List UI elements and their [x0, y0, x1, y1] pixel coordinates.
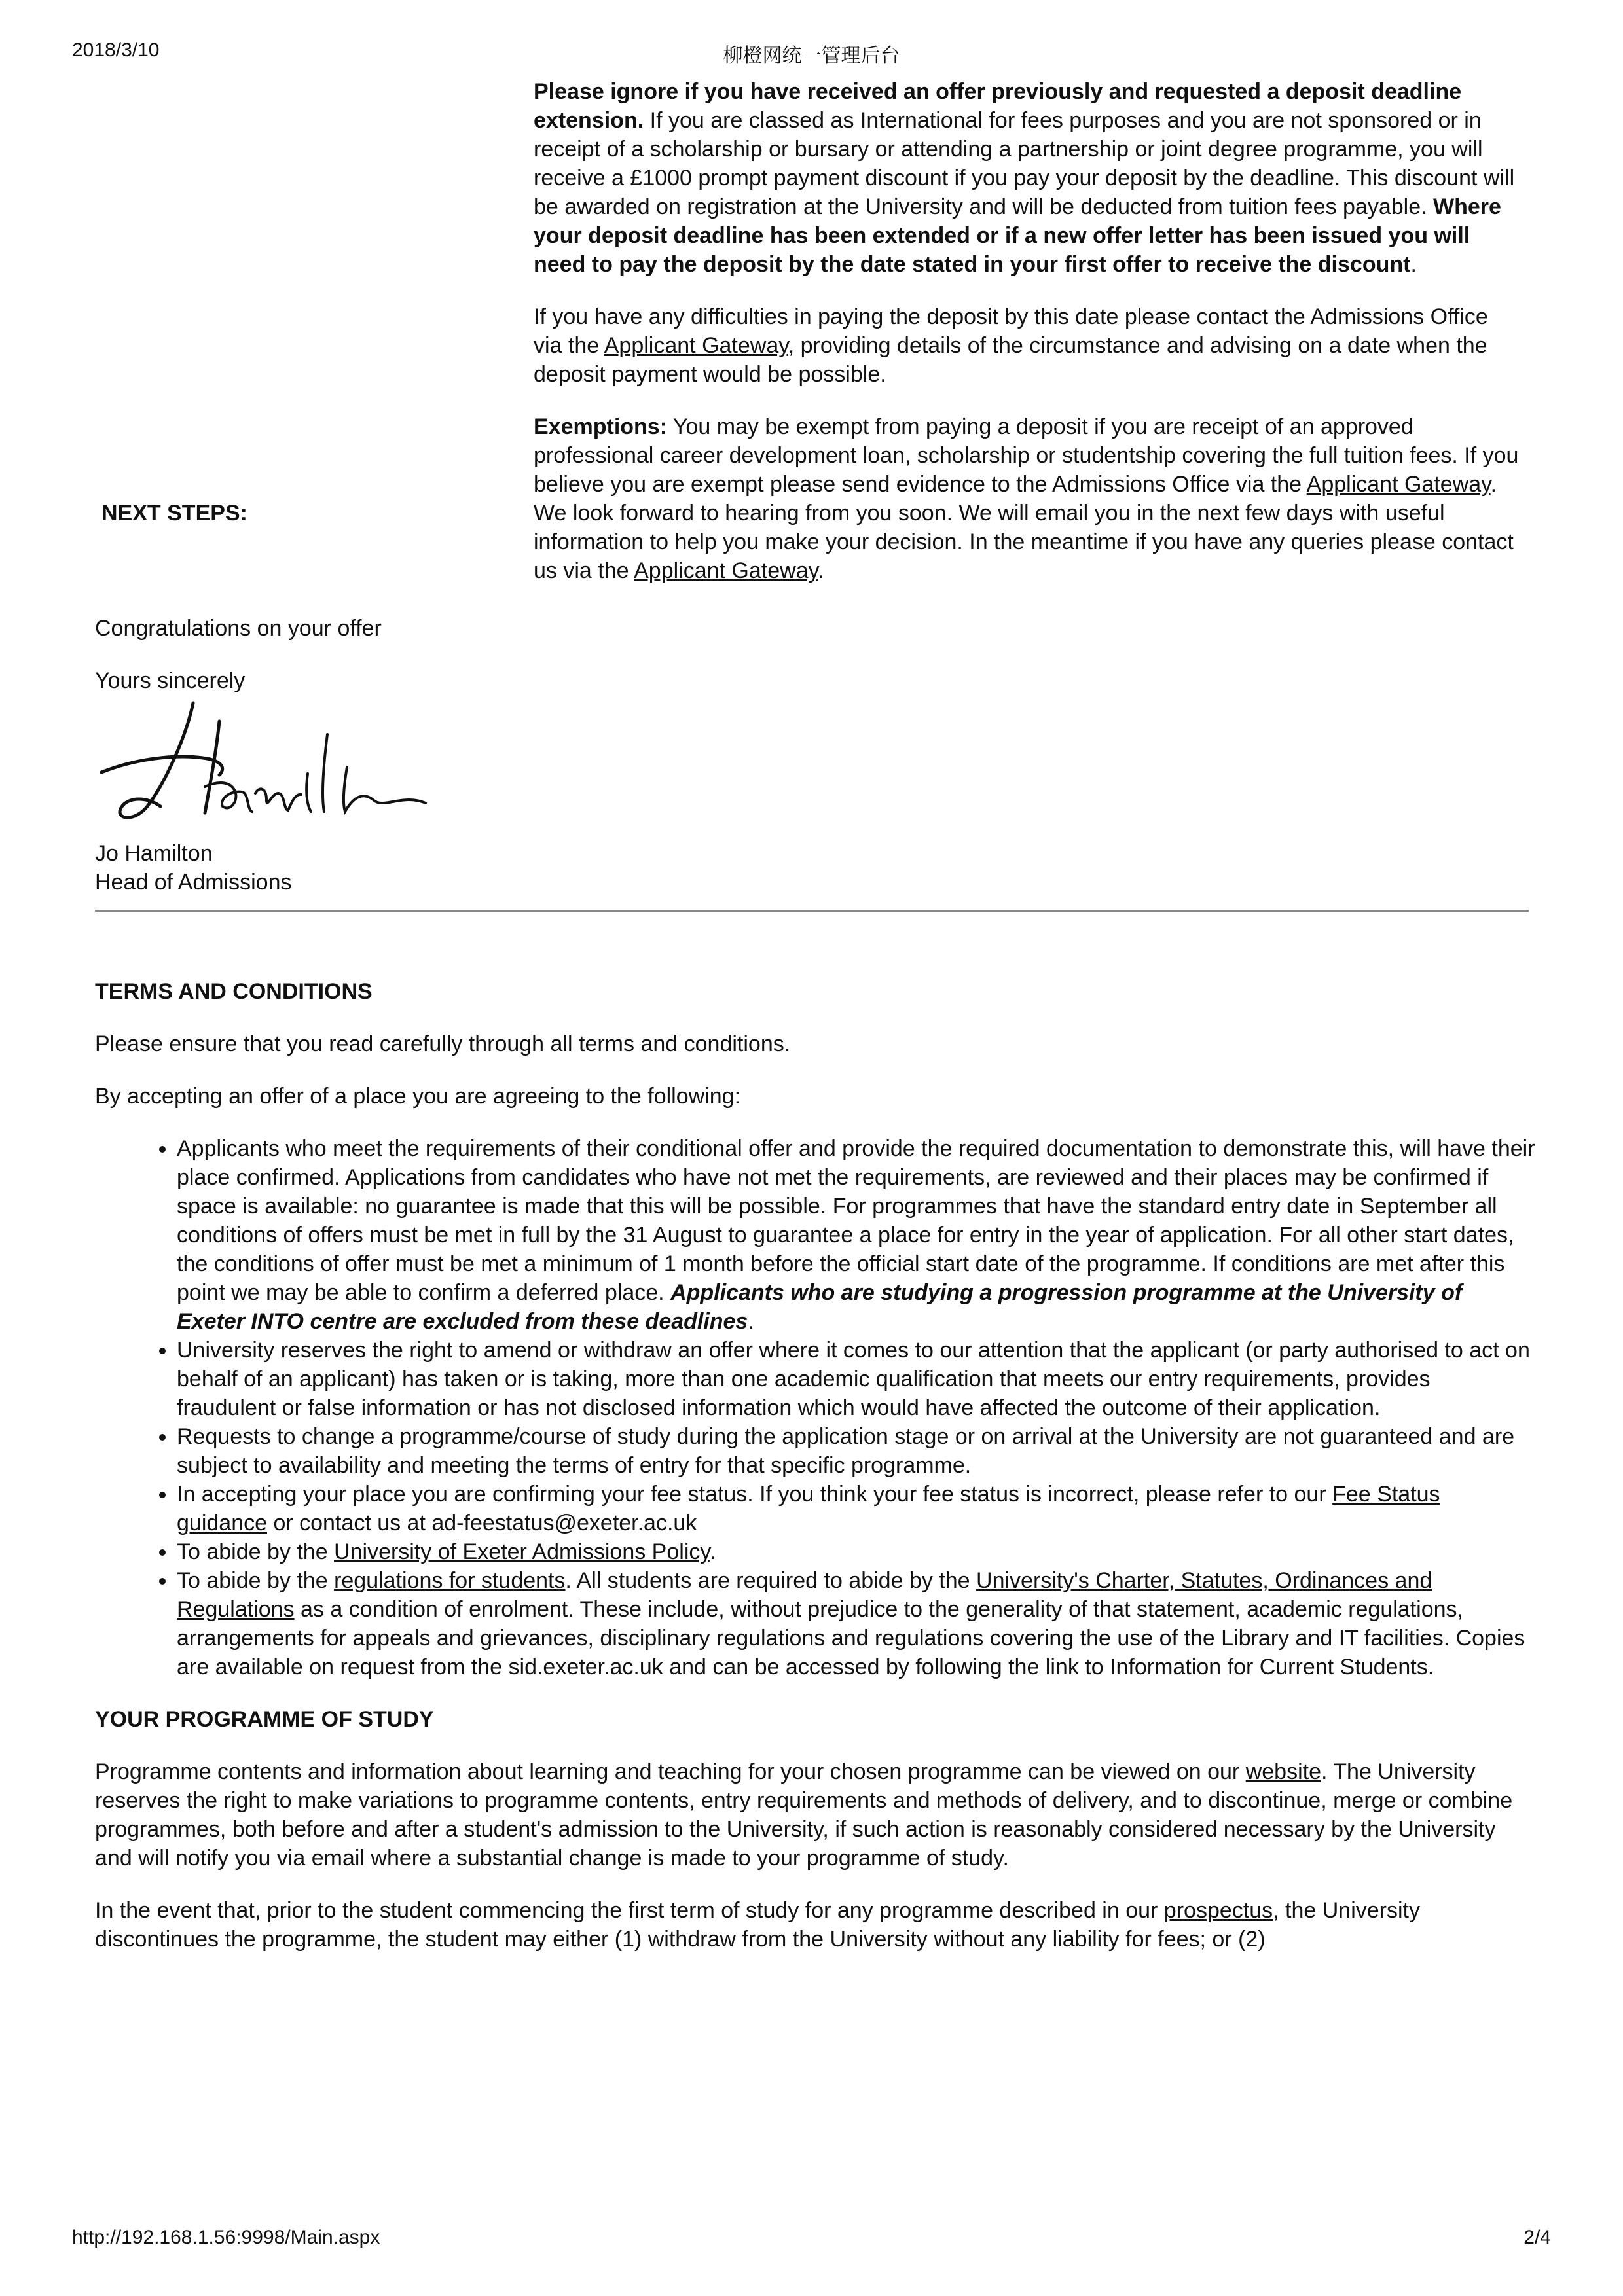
charter-statutes-link[interactable]: University's Charter, Statutes, Ordinances and Regulations: [177, 1568, 1432, 1622]
regulations-link[interactable]: regulations for students: [334, 1568, 566, 1593]
programme-heading: YOUR PROGRAMME OF STUDY: [95, 1707, 434, 1732]
congratulations-text: Congratulations on your offer: [95, 616, 382, 641]
applicant-gateway-link[interactable]: Applicant Gateway: [604, 333, 788, 358]
list-item: • In accepting your place you are confirming your fee status. If you think your fee status is incorrect, please refer to our Fee Status guidance or contact us at ad-feestatus@exeter.ac.uk: [177, 1480, 1535, 1537]
print-page-title: 柳橙网统一管理后台: [723, 45, 900, 67]
deposit-section: [95, 77, 1535, 499]
next-steps-section: [95, 499, 1535, 585]
list-item: • To abide by the regulations for students. All students are required to abide by the University's Charter, Statutes, Ordinances and Regulations as a condition of enrolment. These include, without prejudice to the generality of that statement, academic regulations, arrangements for appeals and grievances, disciplinary regulations and regulations covering the use of the Library and IT facilities. Copies are available on request from the sid.exeter.ac.uk and can be accessed by following the link to Information for Current Students.: [177, 1566, 1535, 1681]
exemptions-paragraph: Exemptions: You may be exempt from paying a deposit if you are receipt of an approved professional career development loan, scholarship or studentship covering the full tuition fees. If you believe you are exempt please send evidence to the Admissions Office via the Applicant Gateway.: [534, 414, 1519, 497]
deposit-first-offer-notice: Where your deposit deadline has been extended or if a new offer letter has been issued you will need to pay the deposit by the date stated in your first offer to receive the discount: [534, 194, 1501, 277]
signatory-role: Head of Admissions: [95, 870, 292, 895]
page-number: 2/4: [1523, 2227, 1551, 2248]
letter-body: [95, 77, 1535, 1954]
deposit-discount-paragraph: Please ignore if you have received an offer previously and requested a deposit deadline extension. If you are classed as International for fees purposes and you are not sponsored or in receipt of a scholarship or bursary or attending a partnership or joint degree programme, you will receive a £1000 prompt payment discount if you pay your deposit by the deadline. This discount will be awarded on registration at the University and will be deducted from tuition fees payable. Where your deposit deadline has been extended or if a new offer letter has been issued you will need to pay the deposit by the date stated in your first offer to receive the discount.: [534, 79, 1515, 277]
programme-paragraph: Programme contents and information about learning and teaching for your chosen programme can be viewed on our website. The University reserves the right to make variations to programme contents, entry requirements and methods of delivery, and to discontinue, merge or combine programmes, both before and after a student's admission to the University, if such action is reasonably considered necessary by the University and will notify you via email where a substantial change is made to your programme of study.: [95, 1759, 1513, 1871]
terms-heading: TERMS AND CONDITIONS: [95, 979, 373, 1004]
admissions-policy-link[interactable]: University of Exeter Admissions Policy: [334, 1539, 710, 1564]
deposit-difficulty-paragraph: If you have any difficulties in paying the deposit by this date please contact the Admissions Office via the Applicant Gateway, providing details of the circumstance and advising on a date when the deposit payment would be possible.: [534, 304, 1488, 387]
list-item: • To abide by the University of Exeter Admissions Policy.: [177, 1537, 1535, 1566]
next-steps-text: We look forward to hearing from you soon. We will email you in the next few days with useful information to help you make your decision. In the meantime if you have any queries please contact us via the Applicant Gateway.: [534, 501, 1514, 583]
terms-list: [95, 1134, 1535, 1681]
section-divider: [95, 910, 1529, 912]
applicant-gateway-link[interactable]: Applicant Gateway: [1306, 472, 1491, 497]
discontinuation-paragraph: In the event that, prior to the student commencing the first term of study for any programme described in our prospectus, the University discontinues the programme, the student may either (1) withdraw from the University without any liability for fees; or (2): [95, 1898, 1420, 1952]
prospectus-link[interactable]: prospectus: [1163, 1898, 1273, 1923]
into-centre-exclusion: Applicants who are studying a progression programme at the University of Exeter INTO centre are excluded from these deadlines: [177, 1280, 1463, 1334]
print-date: 2018/3/10: [72, 39, 160, 61]
print-url: http://192.168.1.56:9998/Main.aspx: [72, 2227, 380, 2248]
next-steps-label: NEXT STEPS:: [101, 501, 247, 526]
list-item: • Applicants who meet the requirements of their conditional offer and provide the required documentation to demonstrate this, will have their place confirmed. Applications from candidates who have not met the requirements, are reviewed and their places may be confirmed if space is available: no guarantee is made that this will be possible. For programmes that have the standard entry date in September all conditions of offers must be met in full by the 31 August to guarantee a place for entry in the year of application. For all other start dates, the conditions of offer must be met a minimum of 1 month before the official start date of the programme. If conditions are met after this point we may be able to confirm a deferred place. Applicants who are studying a progression programme at the University of Exeter INTO centre are excluded from these deadlines.: [177, 1134, 1535, 1336]
terms-intro: Please ensure that you read carefully through all terms and conditions.: [95, 1031, 791, 1056]
list-item: • University reserves the right to amend or withdraw an offer where it comes to our attention that the applicant (or party authorised to act on behalf of an applicant) has taken or is taking, more than one academic qualification that meets our entry requirements, provides fraudulent or false information or has not disclosed information which would have affected the outcome of their application.: [177, 1336, 1535, 1422]
list-item: • Requests to change a programme/course of study during the application stage or on arrival at the University are not guaranteed and are subject to availability and meeting the terms of entry for that specific programme.: [177, 1422, 1535, 1480]
signature-image: [95, 695, 435, 826]
fee-status-guidance-link[interactable]: Fee Status guidance: [177, 1482, 1440, 1535]
deposit-extension-notice: Please ignore if you have received an offer previously and requested a deposit deadline extension.: [534, 79, 1462, 133]
terms-agreement: By accepting an offer of a place you are agreeing to the following:: [95, 1084, 741, 1109]
applicant-gateway-link[interactable]: Applicant Gateway: [634, 558, 818, 583]
website-link[interactable]: website: [1245, 1759, 1321, 1784]
signatory-name: Jo Hamilton: [95, 841, 213, 866]
exemptions-label: Exemptions:: [534, 414, 668, 439]
sign-off: Yours sincerely: [95, 668, 246, 693]
